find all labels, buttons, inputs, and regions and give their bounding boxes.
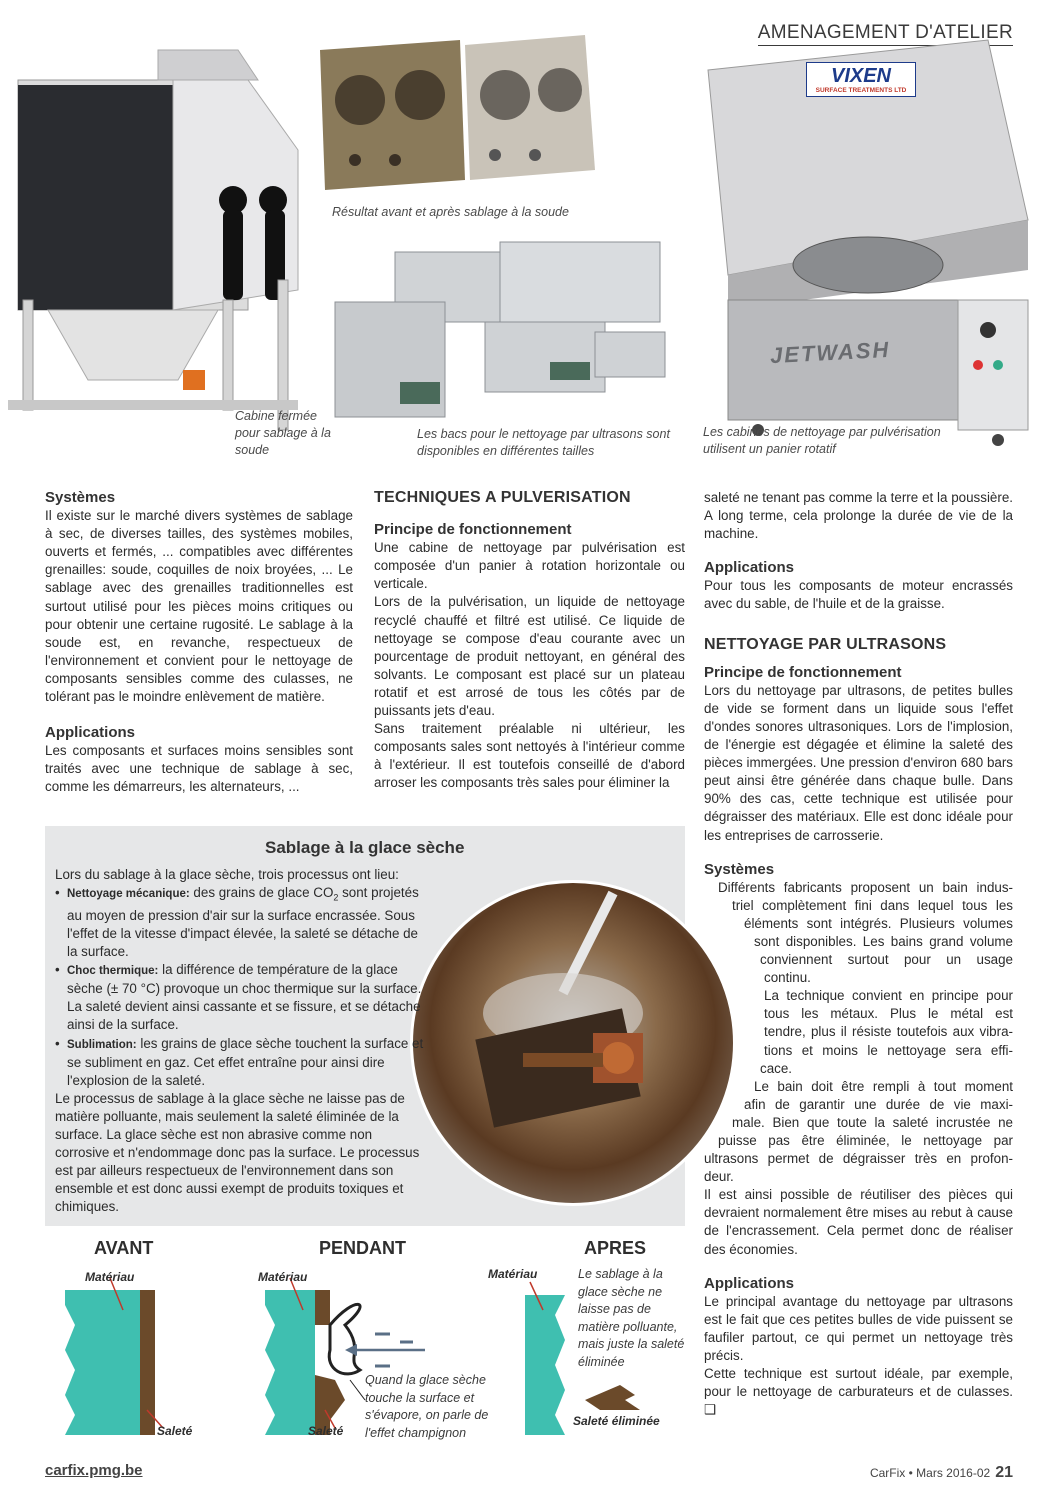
systems-line: afin de garantir une durée de vie maxi- xyxy=(744,1096,1013,1112)
avant-dirt xyxy=(140,1290,155,1435)
pendant-dirt-label: Saleté xyxy=(308,1424,344,1438)
ultrasonic-applications-paragraph-2: Cette technique est surtout idéale, par exemple, pour le nettoyage de carburateurs et de culasses. ❑ xyxy=(704,1366,1013,1418)
avant-material-label: Matériau xyxy=(85,1270,135,1284)
ultrasonic-heading: NETTOYAGE PAR ULTRASONS xyxy=(704,635,947,653)
dry-ice-intro: Lors du sablage à la glace sèche, trois processus ont lieu: xyxy=(55,867,399,882)
ultrasonic-applications-paragraph: Le principal avantage du nettoyage par ultrasons est le fait que ces petites bulles de vide puissent se faufiler partout, ce qui permet un nettoyage très précis. xyxy=(704,1293,1013,1364)
diagram-avant-title: AVANT xyxy=(94,1238,154,1258)
spray-caption: Les cabines de nettoyage par pulvérisation utilisent un panier rotatif xyxy=(703,425,941,456)
bullet-text-cont: sont projetés au moyen de pression d'air sur la surface encrassée. Sous l'effet de la vitesse d'impact élevée, la saleté se détache de la surface. xyxy=(67,885,419,960)
dry-ice-bullet-thermal xyxy=(55,961,427,1034)
page-number: 21 xyxy=(995,1464,1013,1481)
spray-techniques-heading: TECHNIQUES A PULVERISATION xyxy=(374,489,631,506)
pendant-material xyxy=(265,1290,315,1435)
systems-line: La technique convient en principe pour xyxy=(764,988,1013,1004)
apres-removed-dirt xyxy=(585,1385,640,1410)
pendant-material-label: Matériau xyxy=(258,1270,308,1284)
website-link[interactable]: carfix.pmg.be xyxy=(45,1462,143,1479)
avant-dirt-label: Saleté xyxy=(157,1424,193,1438)
bullet-subscript: 2 xyxy=(333,892,339,903)
systems-line: tions et moins le nettoyage sera effi- xyxy=(764,1042,1013,1058)
systems-paragraph: Il existe sur le marché divers systèmes de sablage à sec, de diverses tailles, des systèmes mobiles, ouverts et fermés, ... compatibles avec différentes grenailles: soude, coquilles de noix broyées, ... Le sablage avec des grenailles traditionnelles est surtout utilisé pour les pièces moins critiques ou pour obtenir une certaine rugosité. Le sablage à la soude est, en revanche, respectueux de l'environnement et convient pour le nettoyage de composants sensibles comme des culasses, ne tolérant pas le moindre enlèvement de matière. xyxy=(45,508,353,705)
sandblast-cabin-illustration xyxy=(8,40,308,450)
ultrasonic-principle-paragraph: Lors du nettoyage par ultrasons, de petites bulles de vide se forment dans un liquide sous l'effet d'ondes sonores ultrasoniques. Lors de l'implosion, de l'énergie est dégagée et élimine la saleté des pièces immergées. Une pression d'environ 680 bars peut ainsi être générée dans chaque bulle. Dans 90% des cas, cette technique est utilisée pour dégraisser des matériaux. Elle est donc idéale pour les entreprises de carrosserie. xyxy=(704,682,1013,843)
cabin-caption: Cabine fermée pour sablage à la soude xyxy=(235,409,331,457)
dry-ice-photo xyxy=(410,880,736,1206)
diagram-apres-title: APRES xyxy=(584,1238,647,1258)
dry-ice-bullet-mechanical xyxy=(55,884,427,961)
systems-line: male. Bien que toute la saleté incrustée ne xyxy=(732,1114,1013,1130)
ultrasonic-systems-heading: Systèmes xyxy=(704,860,775,878)
systems-line: continu. xyxy=(764,970,811,986)
bullet-text: des grains de glace CO xyxy=(189,885,334,901)
vixen-logo xyxy=(806,62,916,97)
spray-principle-heading: Principe de fonctionnement xyxy=(374,521,572,539)
systems-line: Le bain doit être rempli à tout moment xyxy=(754,1078,1013,1094)
ultrasonic-tanks-illustration xyxy=(325,232,685,427)
engine-photo xyxy=(315,30,600,200)
pendant-caption: Quand la glace sèche touche la surface et s'évapore, on parle de l'effet champignon xyxy=(365,1373,489,1440)
systems-line: tous les métaux. Plus le métal est xyxy=(764,1006,1013,1022)
systems-line: éléments sont intégrés. Plusieurs volumes xyxy=(744,915,1013,931)
dry-ice-text xyxy=(55,866,427,1216)
bullet-lead: Nettoyage mécanique: xyxy=(67,888,190,901)
systems-line: tendre, plus il résiste toutefois aux vibra- xyxy=(764,1024,1013,1040)
apres-material xyxy=(525,1295,565,1435)
apres-material-label: Matériau xyxy=(488,1267,538,1281)
pendant-dirt-top xyxy=(315,1290,330,1325)
ultrasonic-principle-heading: Principe de fonctionnement xyxy=(704,663,902,681)
spray-paragraph-2: Lors de la pulvérisation, un liquide de nettoyage recyclé chauffé et filtré est utilisé. Ce liquide de nettoyage se compose d'eau courante avec un pourcentage de produit nettoyant, en général des solvants. Le composant est placé sur un plateau rotatif et est arrosé de tous les côtés par de puissants jets d'eau. xyxy=(374,594,685,719)
engine-block-illustration xyxy=(315,30,600,200)
systems-line: deur. xyxy=(704,1169,734,1185)
systems-line: conviennent surtout pour un usage xyxy=(760,952,1013,968)
dry-ice-process-list xyxy=(55,884,427,1090)
bullet-text: les grains de glace sèche touchent la surface et se subliment en gaz. Cet effet entraîne pour ainsi dire l'explosion de la saleté. xyxy=(67,1035,424,1088)
reuse-paragraph: Il est ainsi possible de réutiliser des pièces qui devraient normalement être mises au rebut à cause de l'encrassement. Cela permet donc de réaliser des économies. xyxy=(704,1187,1013,1257)
spray-applications-paragraph: Pour tous les composants de moteur encrassés avec du sable, de l'huile et de la graisse. xyxy=(704,578,1013,612)
section-title: AMENAGEMENT D'ATELIER xyxy=(758,22,1013,46)
page-footer xyxy=(870,1464,1013,1482)
systems-line: puisse pas être éliminée, le nettoyage par xyxy=(718,1133,1013,1148)
dry-ice-bullet-sublimation xyxy=(55,1035,427,1090)
applications-paragraph: Les composants et surfaces moins sensibles sont traités avec une technique de sablage à sec, comme les démarreurs, les alternateurs, ... xyxy=(45,743,353,795)
pendant-caption-pointer xyxy=(350,1380,365,1400)
systems-line: cace. xyxy=(760,1060,793,1076)
cabin-photo xyxy=(8,40,308,450)
jetwash-label: JETWASH xyxy=(769,336,891,369)
column-2 xyxy=(374,489,685,793)
spray-paragraph-3: Sans traitement préalable ni ultérieur, les composants sales sont nettoyés à l'intérieur comme à l'extérieur. Il est toutefois conseillé de d'abord arroser les composants très sales pour éliminer la xyxy=(374,721,685,791)
applications-heading: Applications xyxy=(45,724,136,742)
pendant-mushroom-shape xyxy=(329,1304,360,1374)
spray-paragraph-1: Une cabine de nettoyage par pulvérisation est composée d'un panier à rotation horizontale ou verticale. xyxy=(374,540,685,592)
ultrasonic-systems-text xyxy=(704,879,1013,1187)
spray-continuation: saleté ne tenant pas comme la terre et la poussière. A long terme, cela prolonge la durée de vie de la machine. xyxy=(704,490,1013,542)
publication-info: CarFix • Mars 2016-02 xyxy=(869,1466,991,1480)
vixen-brand-text: VIXEN xyxy=(830,65,892,87)
dry-ice-title: Sablage à la glace sèche xyxy=(265,838,465,857)
column-1 xyxy=(45,489,353,797)
engine-caption: Résultat avant et après sablage à la soude xyxy=(332,205,569,219)
systems-line: triel complètement fini dans lequel tous les xyxy=(732,897,1013,913)
bullet-text: la différence de température de la glace sèche (± 70 °C) provoque un choc thermique sur la surface. La saleté devient ainsi cassante et se fissure, et se détache ainsi de la surface. xyxy=(67,962,422,1033)
dry-ice-blasting-illustration xyxy=(413,883,733,1203)
bullet-lead: Sublimation: xyxy=(67,1038,137,1051)
removed-dirt-label: Saleté éliminée xyxy=(573,1414,660,1428)
systems-line: ultrasons permet de dégraisser très en profon- xyxy=(704,1151,1013,1167)
pendant-arrowhead xyxy=(345,1344,357,1356)
systems-line: Différents fabricants proposent un bain indus- xyxy=(718,879,1013,895)
ultrasonic-applications-heading: Applications xyxy=(704,1274,795,1292)
dry-ice-closing: Le processus de sablage à la glace sèche ne laisse pas de matière polluante, mais seulement la saleté éliminée de la surface. La glace sèche est non abrasive comme non corrosive et n'endommage donc pas la surface. Le processus est par ailleurs respectueux de l'environnement dans son ensemble et est donc aussi exempt de produits toxiques et chimiques. xyxy=(55,1090,420,1215)
vixen-subtitle-text: SURFACE TREATMENTS LTD xyxy=(815,87,907,94)
column-3 xyxy=(704,489,1013,1419)
bullet-lead: Choc thermique: xyxy=(67,965,159,978)
diagram-pendant-title: PENDANT xyxy=(319,1238,407,1258)
tanks-caption: Les bacs pour le nettoyage par ultrasons sont disponibles en différentes tailles xyxy=(417,427,670,458)
systems-heading: Systèmes xyxy=(45,489,116,506)
apres-caption: Le sablage à la glace sèche ne laisse pas de matière polluante, mais juste la saleté éliminée xyxy=(578,1267,685,1369)
avant-material xyxy=(65,1290,140,1435)
spray-applications-heading: Applications xyxy=(704,559,795,577)
systems-line: sont disponibles. Les bains grand volume xyxy=(754,933,1013,949)
tanks-photo xyxy=(325,232,685,427)
